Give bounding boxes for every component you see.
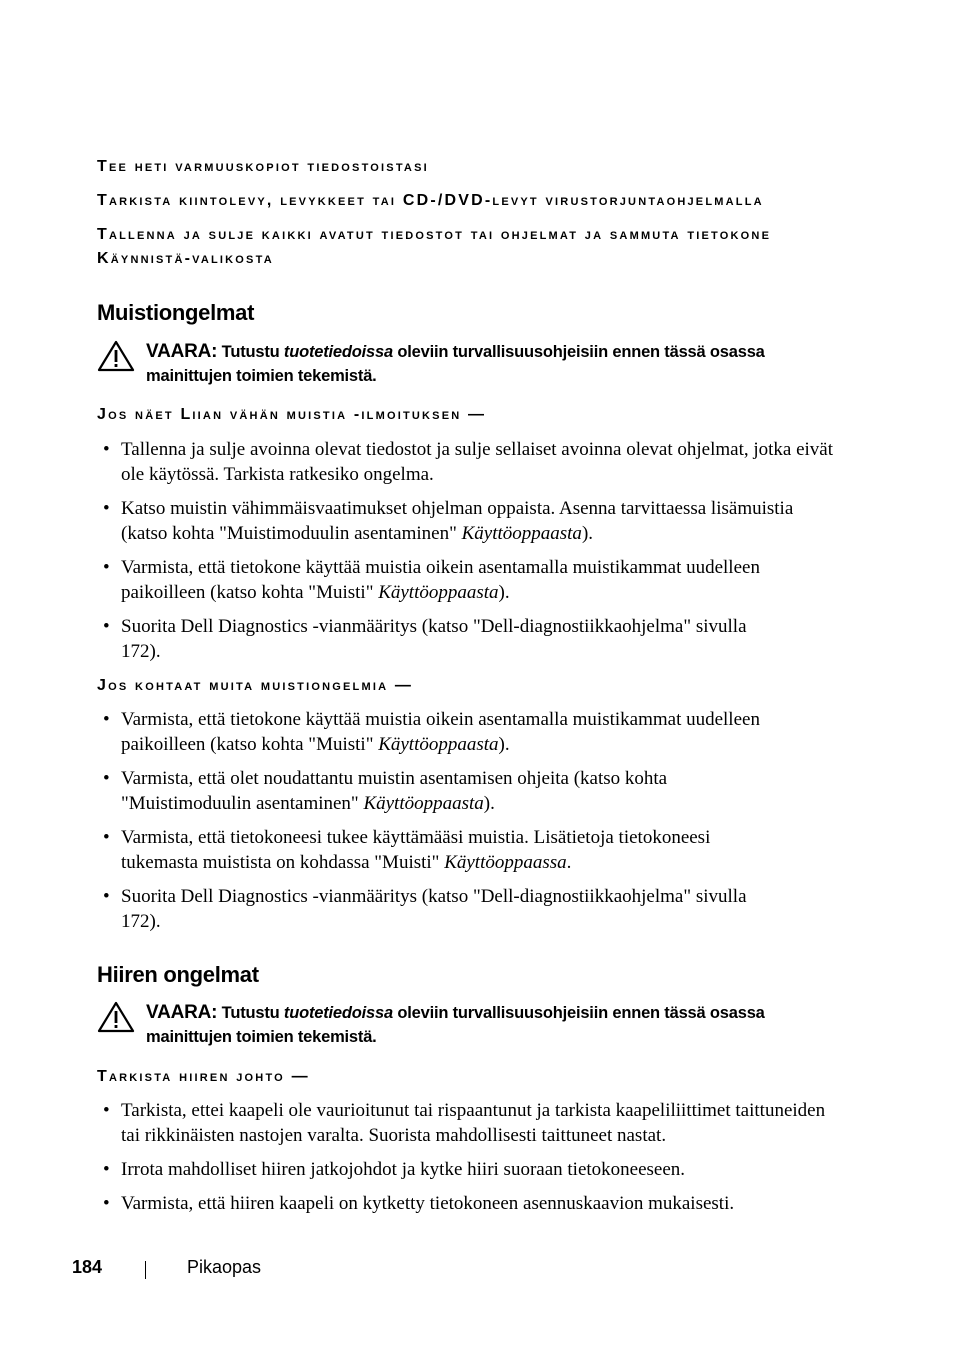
list-item: • Tarkista, ettei kaapeli ole vaurioitunut tai rispaantunut ja tarkista kaapeliliittimet taittuneiden tai rikkinäisten nastojen varalta. Suorista mahdollisesti taittuneet nastat. [97, 1098, 837, 1148]
warning-mouse [97, 1001, 837, 1049]
footer-divider [145, 1261, 146, 1279]
subheading-other-memory: Jos kohtaat muita muistiongelmia — [97, 677, 414, 694]
list-item: • Varmista, että hiiren kaapeli on kytketty tietokoneen asennuskaavion mukaisesti. [97, 1191, 837, 1216]
list-other-memory [97, 707, 837, 943]
heading-virus-scan: Tarkista kiintolevy, levykkeet tai CD-/DVD-levyt virustorjuntaohjelmalla [97, 192, 764, 209]
list-item: • Varmista, että tietokone käyttää muistia oikein asentamalla muistikammat uudelleen paikoilleen (katso kohta "Muisti" Käyttöoppaasta). [97, 707, 837, 757]
subheading-mouse-cable: Tarkista hiiren johto — [97, 1068, 310, 1085]
section-title-mouse: Hiiren ongelmat [97, 962, 259, 987]
list-item: • Suorita Dell Diagnostics -vianmääritys (katso "Dell-diagnostiikkaohjelma" sivulla 172). [97, 614, 837, 664]
subheading-low-memory: Jos näet Liian vähän muistia -ilmoituksen — [97, 406, 487, 423]
warning-triangle-icon [97, 340, 135, 372]
list-item: • Irrota mahdolliset hiiren jatkojohdot ja kytke hiiri suoraan tietokoneeseen. [97, 1157, 837, 1182]
list-item: • Varmista, että olet noudattantu muistin asentamisen ohjeita (katso kohta "Muistimoduulin asentaminen" Käyttöoppaasta). [97, 766, 837, 816]
heading-backup: Tee heti varmuuskopiot tiedostoistasi [97, 158, 429, 175]
list-item: • Varmista, että tietokone käyttää muistia oikein asentamalla muistikammat uudelleen paikoilleen (katso kohta "Muisti" Käyttöoppaasta). [97, 555, 837, 605]
heading-save-close: Tallenna ja sulje kaikki avatut tiedostot tai ohjelmat ja sammuta tietokone Käynnistä-valikosta [97, 226, 772, 267]
section-title-memory: Muistiongelmat [97, 300, 255, 325]
list-low-memory [97, 437, 837, 673]
page-number: 184 [72, 1257, 103, 1277]
warning-text: VAARA: Tutustu tuotetiedoissa oleviin turvallisuusohjeisiin ennen tässä osassa mainittujen toimien tekemistä. [146, 1002, 765, 1046]
list-item: • Tallenna ja sulje avoinna olevat tiedostot ja sulje sellaiset avoinna olevat ohjelmat, jotka eivät ole käytössä. Tarkista ratkesiko ongelma. [97, 437, 837, 487]
guide-title: Pikaopas [187, 1257, 262, 1277]
list-item: • Varmista, että tietokoneesi tukee käyttämääsi muistia. Lisätietoja tietokoneesi tukemasta muistista on kohdassa "Muisti" Käyttöoppaassa. [97, 825, 837, 875]
list-item: • Katso muistin vähimmäisvaatimukset ohjelman oppaista. Asenna tarvittaessa lisämuistia (katso kohta "Muistimoduulin asentaminen" Käyttöoppaasta). [97, 496, 837, 546]
warning-triangle-icon [97, 1001, 135, 1033]
warning-memory [97, 340, 837, 388]
list-mouse-cable [97, 1098, 837, 1225]
list-item: • Suorita Dell Diagnostics -vianmääritys (katso "Dell-diagnostiikkaohjelma" sivulla 172). [97, 884, 837, 934]
warning-text: VAARA: Tutustu tuotetiedoissa oleviin turvallisuusohjeisiin ennen tässä osassa mainittujen toimien tekemistä. [146, 341, 765, 385]
